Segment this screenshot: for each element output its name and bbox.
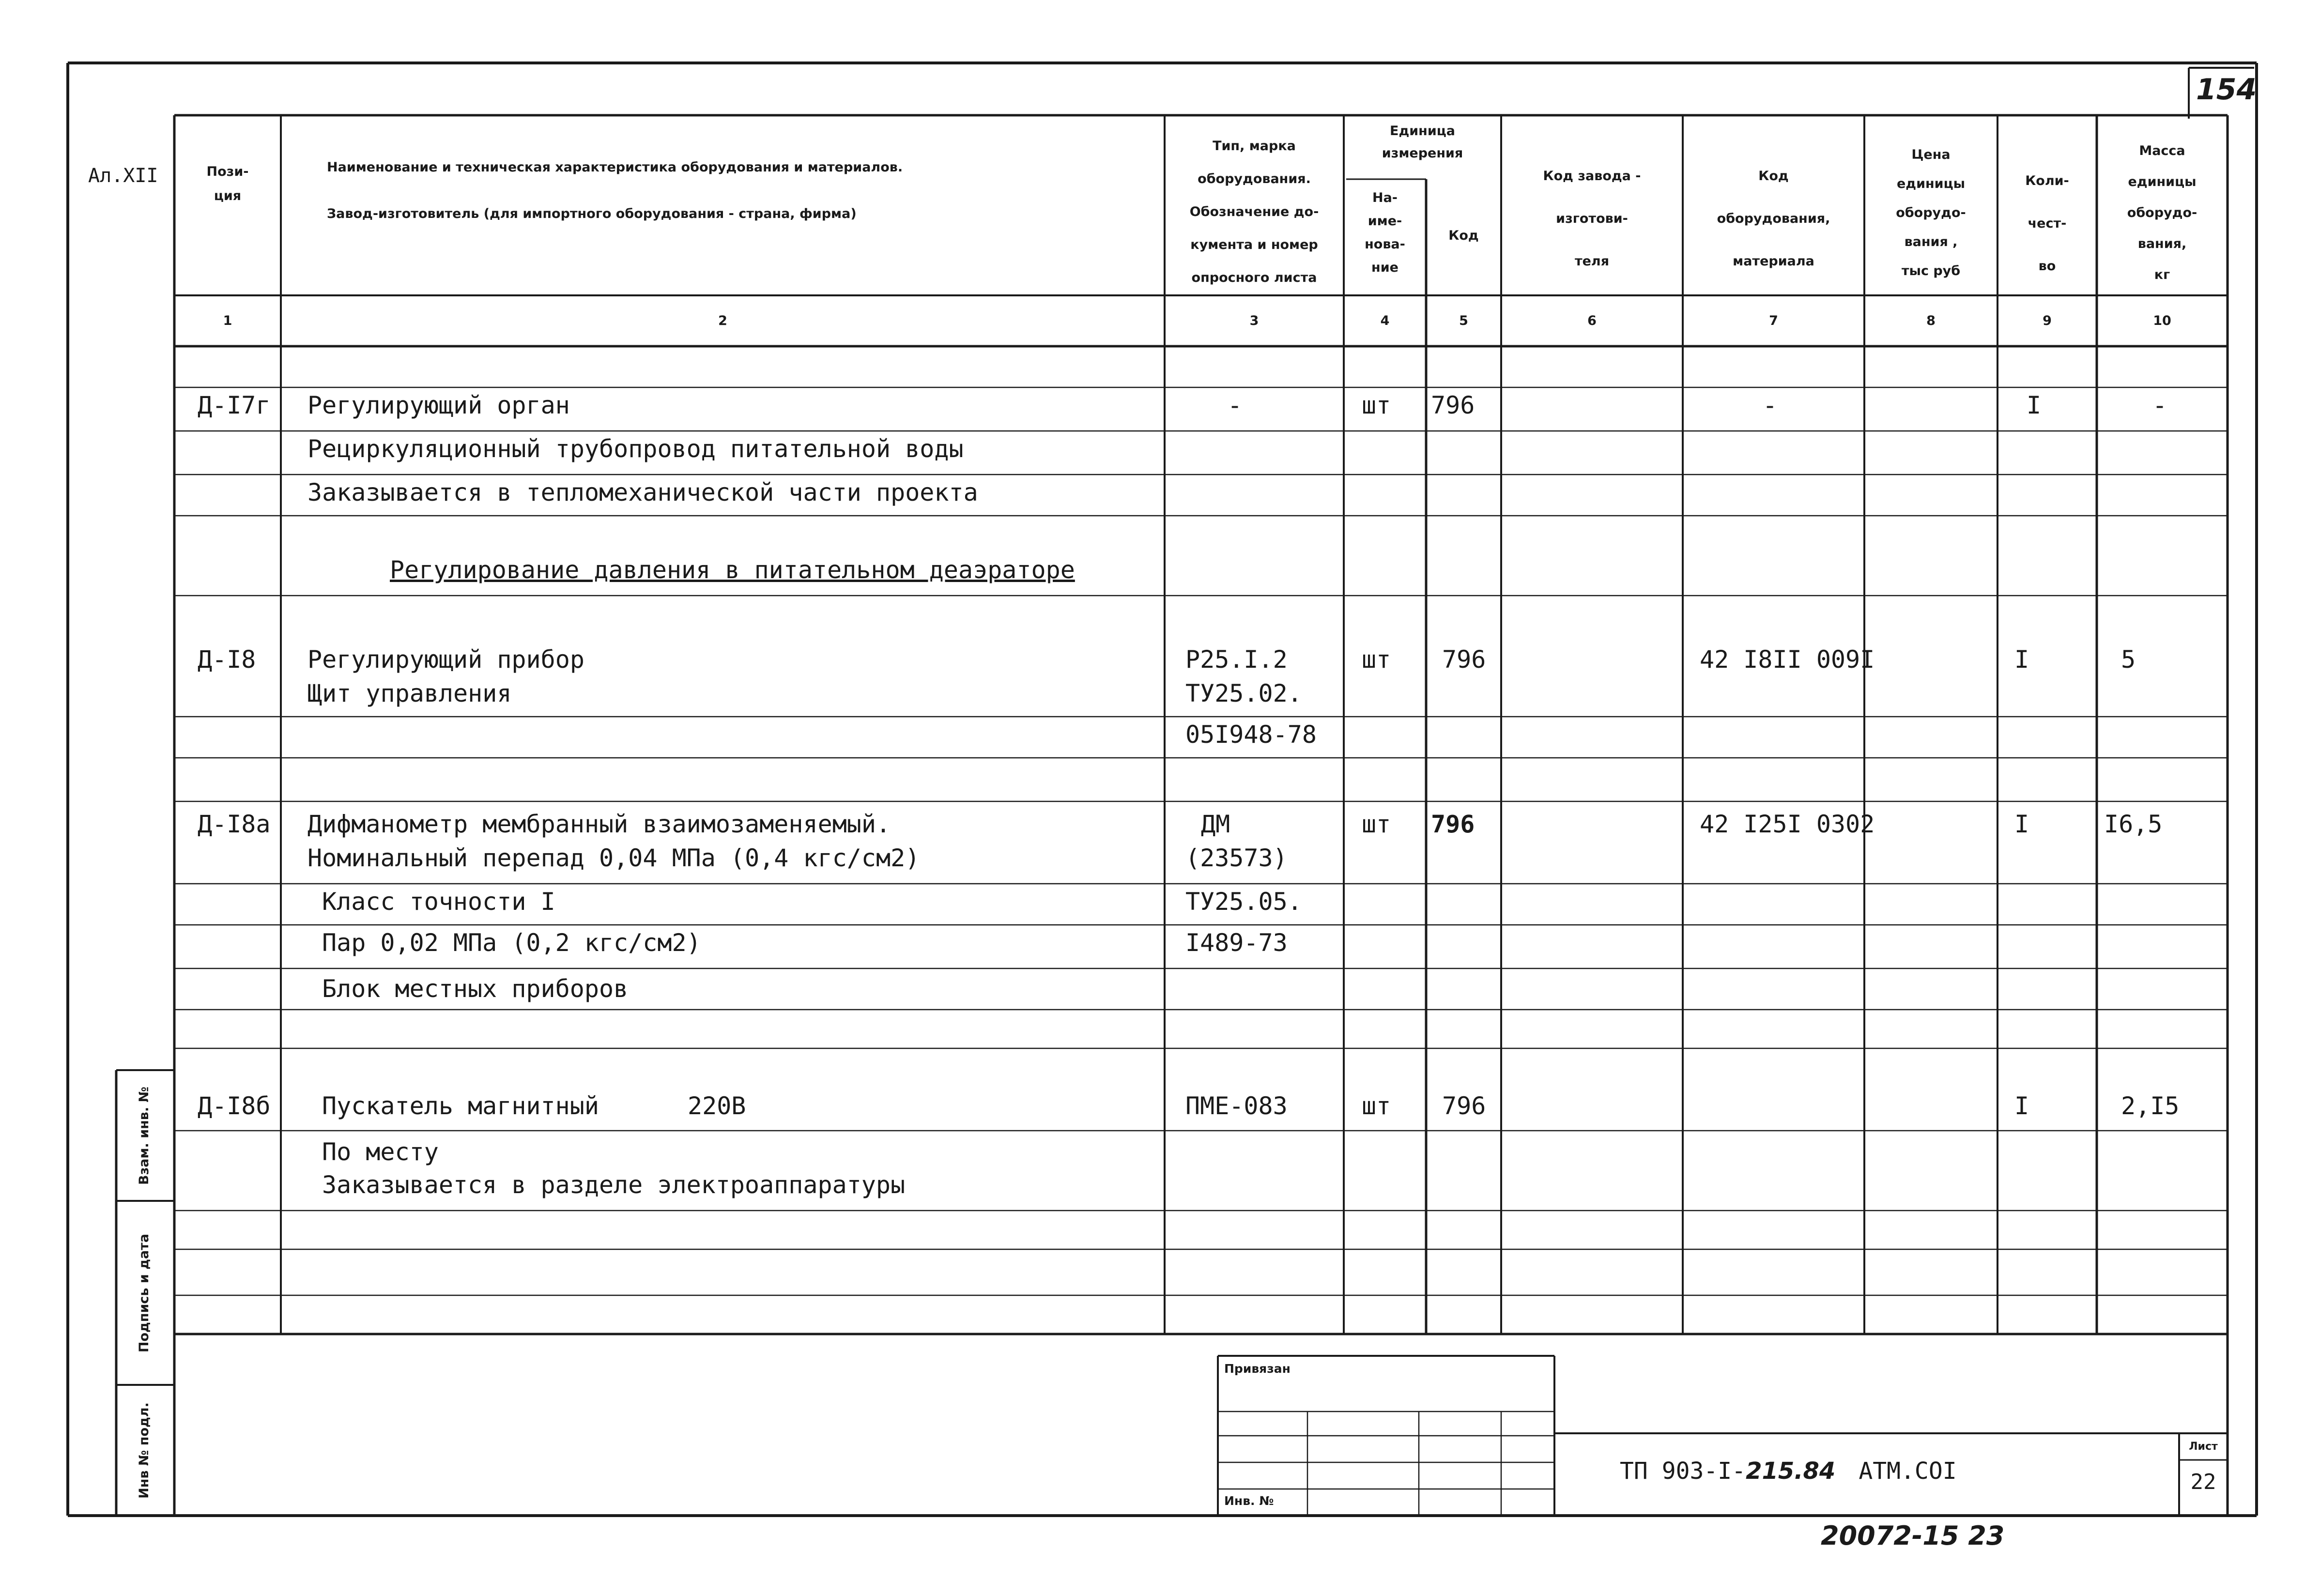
side-label-vzam: Взам. инв. № xyxy=(137,1086,152,1185)
table-row-type: ТУ25.02. xyxy=(1185,679,1302,707)
header-equip-code: Код оборудования, материала xyxy=(1717,169,1830,269)
table-row-type: ПМЕ-083 xyxy=(1185,1092,1288,1120)
table-row-name: По месту xyxy=(322,1138,439,1166)
title-inv-no: Инв. № xyxy=(1224,1494,1274,1508)
header-position: Пози- ция xyxy=(206,164,249,203)
document-code-suffix: АТМ.COI xyxy=(1859,1458,1957,1485)
colnum-6: 6 xyxy=(1587,313,1597,328)
appendix-label: Ал.XII xyxy=(88,165,158,187)
table-row-mass: 2,I5 xyxy=(2121,1092,2180,1120)
bottom-number: 20072-15 23 xyxy=(1821,1520,2005,1551)
header-name-line2: Завод-изготовитель (для импортного оборудования - страна, фирма) xyxy=(327,206,857,221)
document-code-prefix: ТП 903-I- xyxy=(1620,1458,1746,1485)
document-code-hand: 215.84 xyxy=(1746,1458,1836,1485)
table-row-name: Регулирующий орган xyxy=(307,391,570,419)
table-row-pos: Д-I8а xyxy=(198,810,271,838)
table-row-name: Рециркуляционный трубопровод питательной воды xyxy=(307,435,964,463)
header-qty: Коли- чест- во xyxy=(2025,173,2069,274)
table-row-type: Р25.I.2 xyxy=(1185,645,1288,674)
sheet-label: Лист xyxy=(2189,1441,2218,1453)
table-row-type: 05I948-78 xyxy=(1185,721,1317,749)
table-row-pos: Д-I8 xyxy=(198,645,256,674)
colnum-5: 5 xyxy=(1459,313,1468,328)
table-row-name: Номинальный перепад 0,04 МПа (0,4 кгс/см2) xyxy=(307,844,920,872)
header-plant-code: Код завода - изготови- теля xyxy=(1543,169,1641,269)
header-name-line1: Наименование и техническая характеристика оборудования и материалов. xyxy=(327,160,903,175)
header-type: Тип, марка оборудования. Обозначение до- кумента и номер опросного листа xyxy=(1189,138,1319,285)
header-unit-group: Единица измерения xyxy=(1382,123,1463,161)
table-row-name: Дифманометр мембранный взаимозаменяемый. xyxy=(307,810,891,838)
colnum-3: 3 xyxy=(1249,313,1259,328)
header-mass: Масса единицы оборудо- вания, кг xyxy=(2127,143,2197,282)
table-row-type: - xyxy=(1228,391,1243,419)
table-row-name: Щит управления xyxy=(307,679,512,707)
table-row-mass: 5 xyxy=(2121,645,2136,674)
table-row-name: Регулирующий прибор xyxy=(307,645,584,674)
table-row-code: 796 xyxy=(1442,645,1486,674)
table-row-unit: шт xyxy=(1362,391,1391,419)
table-row-qty: I xyxy=(2014,1092,2029,1120)
table-row-name: Пар 0,02 МПа (0,2 кгс/см2) xyxy=(322,929,701,957)
table-row-type: (23573) xyxy=(1185,844,1288,872)
table-row-unit: шт xyxy=(1362,1092,1391,1120)
table-row-equip-code: 42 I25I 0302 xyxy=(1700,810,1875,838)
table-row-qty: I xyxy=(2014,810,2029,838)
side-label-podpis: Подпись и дата xyxy=(137,1233,152,1352)
table-row-name: Заказывается в тепломеханической части проекта xyxy=(307,478,978,506)
colnum-8: 8 xyxy=(1926,313,1936,328)
table-row-name: Пускатель магнитный xyxy=(322,1092,599,1120)
table-row-qty: I xyxy=(2014,645,2029,674)
colnum-9: 9 xyxy=(2043,313,2052,328)
table-row-type: ДМ xyxy=(1201,810,1230,838)
header-unit-code: Код xyxy=(1448,228,1479,243)
side-label-inv-podl: Инв № подл. xyxy=(137,1402,152,1499)
section-title: Регулирование давления в питательном деаэраторе xyxy=(390,556,1075,584)
colnum-7: 7 xyxy=(1769,313,1778,328)
table-row-code: 796 xyxy=(1431,391,1475,419)
table-row-code: 796 xyxy=(1442,1092,1486,1120)
sheet-number: 22 xyxy=(2190,1470,2216,1494)
table-row-unit: шт xyxy=(1362,645,1391,674)
table-row-type: I489-73 xyxy=(1185,929,1288,957)
table-row-pos: Д-I8б xyxy=(198,1092,271,1120)
table-row-voltage: 220В xyxy=(688,1092,746,1120)
colnum-2: 2 xyxy=(718,313,727,328)
table-row-qty: I xyxy=(2027,391,2042,419)
colnum-10: 10 xyxy=(2153,313,2171,328)
table-row-pos: Д-I7г xyxy=(198,391,271,419)
table-row-code: 796 xyxy=(1431,810,1475,838)
colnum-1: 1 xyxy=(223,313,232,328)
table-row-name: Блок местных приборов xyxy=(322,975,629,1003)
title-privyazan: Привязан xyxy=(1224,1362,1291,1376)
table-row-equip-code: 42 I8II 009I xyxy=(1700,645,1875,674)
table-row-name: Заказывается в разделе электроаппаратуры xyxy=(322,1171,906,1199)
table-row-mass: - xyxy=(2152,391,2167,419)
colnum-4: 4 xyxy=(1380,313,1390,328)
header-unit-name: На- име- нова- ние xyxy=(1365,190,1405,275)
page-stamp: 154 xyxy=(2196,73,2257,107)
table-row-unit: шт xyxy=(1362,810,1391,838)
table-row-equip-code: - xyxy=(1763,391,1778,419)
table-row-type: ТУ25.05. xyxy=(1185,888,1302,916)
table-row-mass: I6,5 xyxy=(2104,810,2163,838)
header-price: Цена единицы оборудо- вания , тыс руб xyxy=(1896,147,1966,278)
table-row-name: Класс точности I xyxy=(322,888,555,916)
document-code xyxy=(1620,1458,1957,1485)
